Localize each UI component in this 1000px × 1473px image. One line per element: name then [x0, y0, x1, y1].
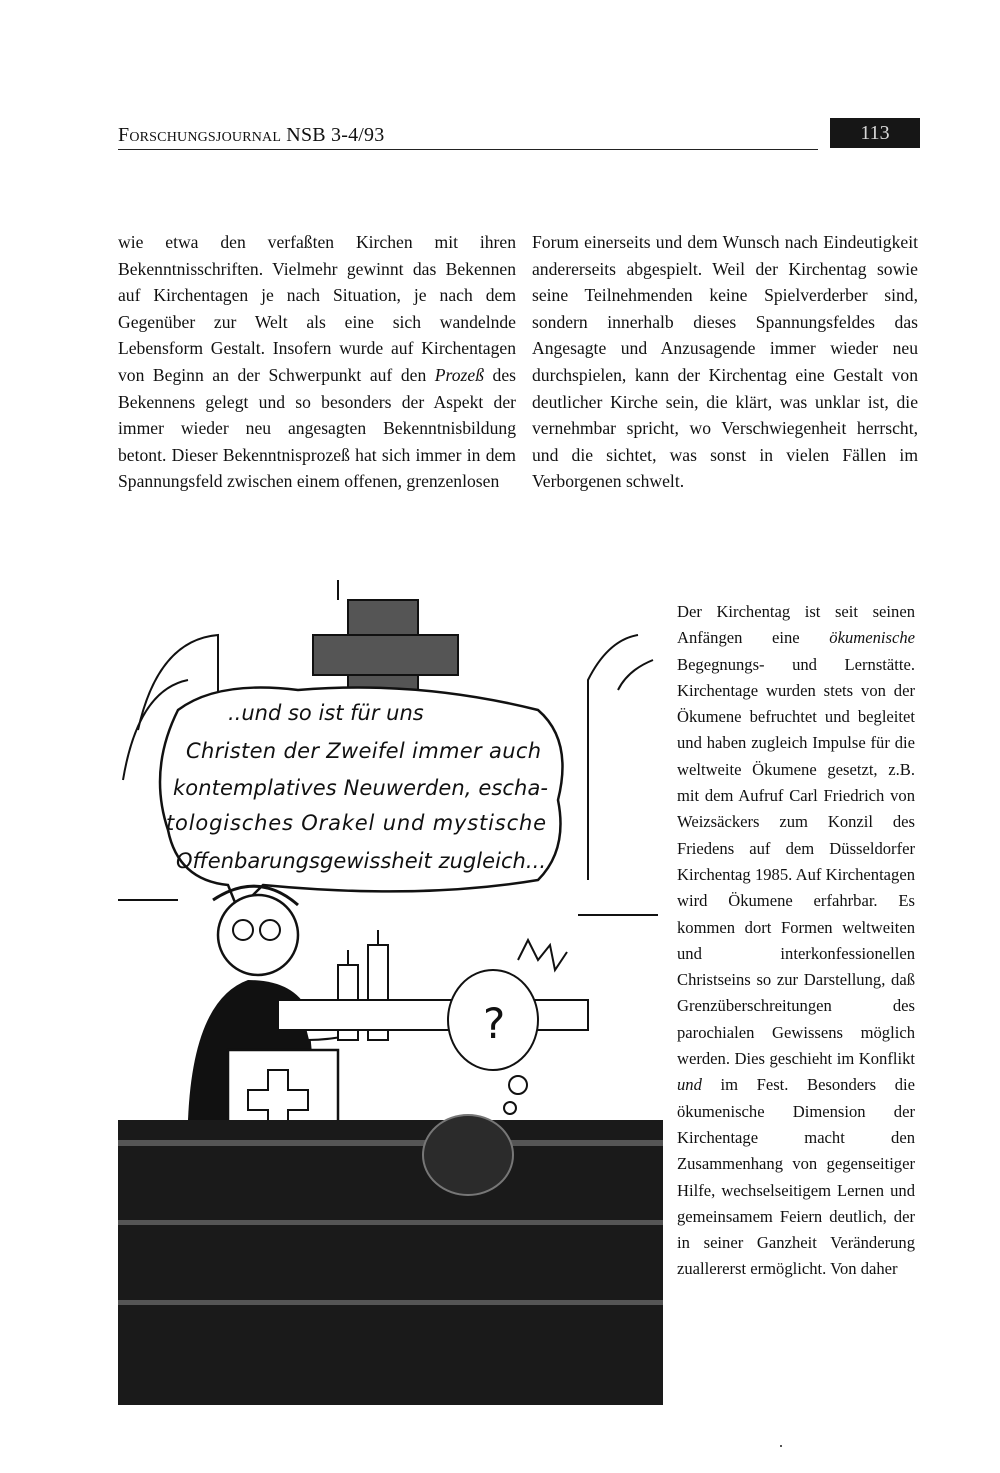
church-cartoon: [118, 580, 663, 1405]
right-text-column: [532, 229, 918, 495]
right-paragraph: Forum einerseits und dem Wunsch nach Eindeutigkeit andererseits abgespielt. Weil der Kirchentag sowie seine Teilnehmenden keine Spielverderber sind, sondern innerhalb dieses Spannungsfeldes das Angesagte und Anzusagende immer wieder neu durchspielen, kann der Kirchentag eine Gestalt von deutlicher Kirche sein, die klärt, was unklar ist, die vernehmbar spricht, wo Verschwiegenheit herrscht, und die sichtet, was sonst in vielen Fällen im Verborgenen schwelt.: [532, 232, 918, 492]
speech-line-2: Christen der Zweifel immer auch: [186, 739, 541, 763]
scan-speck: [780, 1445, 782, 1447]
speech-line-3: kontemplatives Neuwerden, escha-: [173, 776, 548, 800]
narrow-paragraph: Der Kirchentag ist seit seinen Anfängen eine ökumenische Begegnungs- und Lernstätte. Kirchentage wurden stets von der Ökumene befruchtet und begleitet und haben zugleich Impulse für die weltweite Ökumene gesetzt, z.B. mit dem Aufruf Carl Friedrich von Weizsäckers zum Konzil des Friedens auf dem Düsseldorfer Kirchentag 1985. Auf Kirchentagen wird Ökumene erfahrbar. Es kommen dort Formen weltweiten und interkonfessionellen Christseins so zur Darstellung, daß Grenzüberschreitungen des parochialen Gewissens möglich werden. Dies geschieht im Konflikt und im Fest. Besonders die ökumenische Dimension der Kirchentage macht den Zusammenhang von gegenseitiger Hilfe, wechselseitigem Lernen und gemeinsamem Feiern deutlich, der in seiner Ganzheit Veränderung zuallererst ermöglicht. Von daher: [677, 602, 915, 1279]
narrow-text-column: [677, 599, 915, 1283]
running-header: [118, 118, 920, 152]
page-number: 113: [830, 118, 920, 148]
question-mark: ?: [483, 999, 506, 1048]
speech-line-1: ..und so ist für uns: [228, 701, 424, 725]
left-text-column: [118, 229, 516, 495]
preacher-head: [218, 895, 298, 975]
header-rule: [118, 149, 818, 150]
left-paragraph: wie etwa den verfaßten Kirchen mit ihren Bekenntnisschriften. Vielmehr gewinnt das Bekennen auf Kirchentagen je nach Situation, je nach dem Gegenüber zur Welt als eine sich wandelnde Lebensform Gestalt. Insofern wurde auf Kirchentagen von Beginn an der Schwerpunkt auf den Prozeß des Bekennens gelegt und so besonders der Aspekt der immer wieder neu angesagten Bekenntnisbildung betont. Dieser Bekenntnisprozeß hat sich immer in dem Spannungsfeld zwischen einem offenen, grenzenlosen: [118, 232, 516, 492]
journal-title: Forschungsjournal NSB 3-4/93: [118, 124, 385, 146]
pews: [118, 1120, 663, 1405]
speech-line-5: Offenbarungsgewissheit zugleich...: [176, 849, 546, 873]
speech-line-4: tologisches Orakel und mystische: [166, 811, 546, 835]
